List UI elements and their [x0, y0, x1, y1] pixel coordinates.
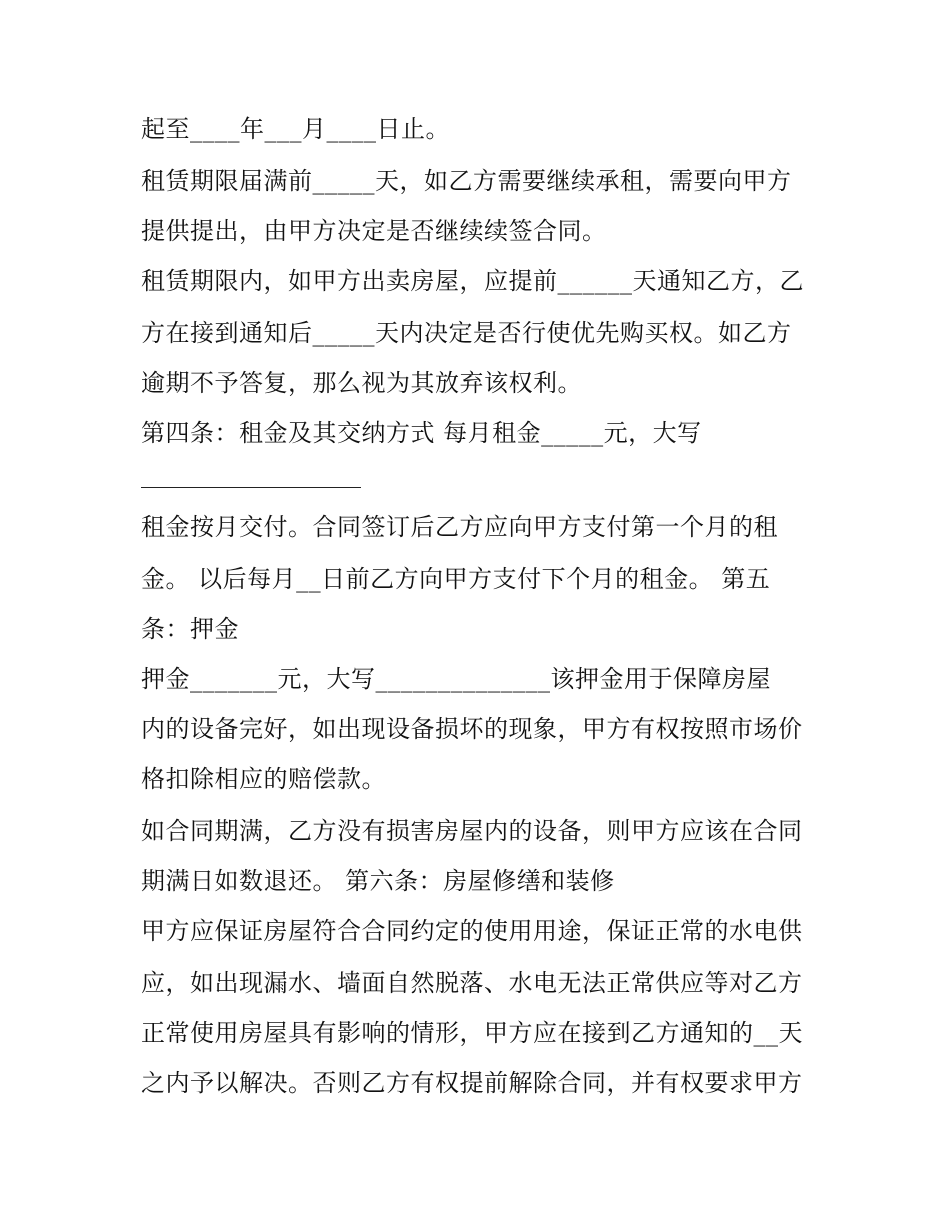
text-line: 格扣除相应的赔偿款。: [141, 765, 386, 793]
text-line: 期满日如数退还。 第六条：房屋修缮和装修: [141, 867, 615, 895]
text-line: 押金_______元，大写______________该押金用于保障房屋: [141, 665, 771, 693]
text-line: 租金按月交付。合同签订后乙方应向甲方支付第一个月的租: [141, 513, 778, 541]
text-line: 内的设备完好，如出现设备损坏的现象，甲方有权按照市场价: [141, 715, 803, 743]
text-line: 甲方应保证房屋符合合同约定的使用用途，保证正常的水电供: [141, 917, 803, 945]
text-line: 租赁期限内，如甲方出卖房屋，应提前______天通知乙方，乙: [141, 267, 804, 295]
text-line: 方在接到通知后_____天内决定是否行使优先购买权。如乙方: [141, 319, 792, 347]
text-line: 第四条：租金及其交纳方式 每月租金_____元，大写: [141, 419, 702, 447]
text-line: 逾期不予答复，那么视为其放弃该权利。: [141, 369, 582, 397]
text-line: 正常使用房屋具有影响的情形，甲方应在接到乙方通知的__天: [141, 1019, 803, 1047]
blank-underline: [141, 487, 361, 488]
text-line: 提供提出，由甲方决定是否继续续签合同。: [141, 217, 607, 245]
text-line: 如合同期满，乙方没有损害房屋内的设备，则甲方应该在合同: [141, 817, 803, 845]
text-line: 起至____年___月____日止。: [141, 115, 450, 143]
text-line: 应，如出现漏水、墙面自然脱落、水电无法正常供应等对乙方: [141, 969, 803, 997]
text-line: 之内予以解决。否则乙方有权提前解除合同，并有权要求甲方: [141, 1069, 803, 1097]
text-line: 条：押金: [141, 615, 239, 643]
text-line: 金。 以后每月__日前乙方向甲方支付下个月的租金。 第五: [141, 565, 771, 593]
text-line: 租赁期限届满前_____天，如乙方需要继续承租，需要向甲方: [141, 167, 792, 195]
